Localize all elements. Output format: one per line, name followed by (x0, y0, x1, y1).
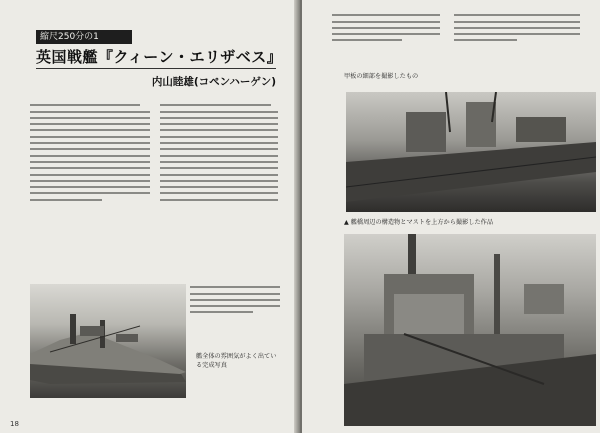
page-number-left: 18 (10, 420, 19, 428)
article-author: 内山睦雄(コペンハーゲン) (151, 76, 276, 88)
series-label: 縮尺250分の1 (36, 30, 132, 44)
photo-caption-mid: ▲ 艦橋周辺の構造物とマストを上方から撮影した作品 (344, 219, 494, 226)
title-rule (36, 68, 276, 69)
photo-caption-top: 甲板の細部を撮影したもの (344, 73, 419, 80)
left-page (0, 0, 298, 433)
photo-caption-left: 艦全体の雰囲気がよく出ている完成写真 (196, 353, 277, 369)
text-column-3 (190, 282, 280, 402)
text-column-right-1 (332, 10, 440, 80)
ship-model-photo-full (30, 284, 186, 398)
right-page (302, 0, 600, 433)
article-title-block (36, 30, 283, 90)
ship-bridge-closeup-photo (344, 234, 596, 426)
text-column-right-2 (454, 10, 580, 80)
ship-deck-detail-photo (346, 92, 596, 212)
article-title: 英国戦艦『クィーン・エリザベス』 (36, 48, 283, 66)
text-column-2 (160, 100, 278, 278)
text-column-1 (30, 100, 150, 278)
